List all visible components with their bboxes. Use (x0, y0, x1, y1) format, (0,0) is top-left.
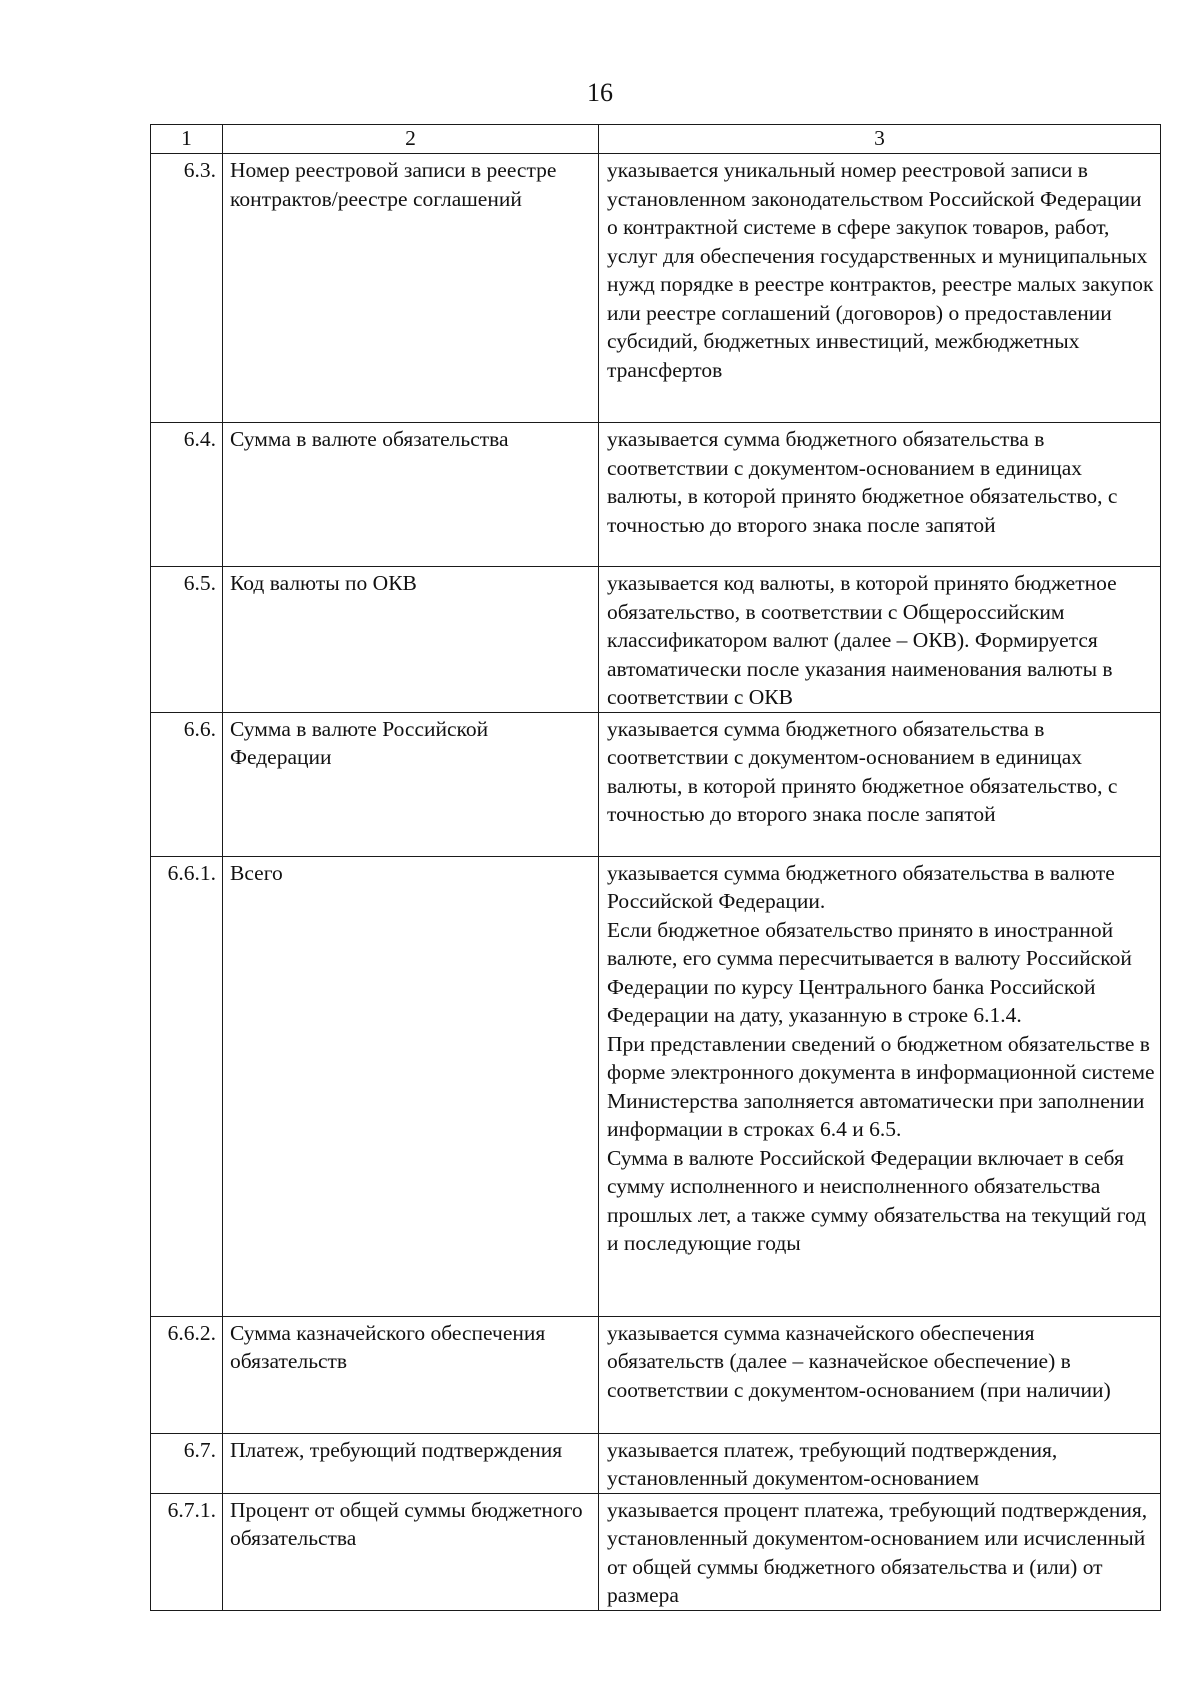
header-cell-col2: 2 (223, 125, 599, 154)
header-cell-col3: 3 (599, 125, 1161, 154)
description-paragraph: Если бюджетное обязательство принято в иностранной валюте, его сумма пересчитывается в валюту Российской Федерации по курсу Центрального банка Российской Федерации на дату, указанную в строке 6.1.4. (607, 917, 1132, 1027)
description-paragraph: указывается сумма бюджетного обязательства в соответствии с документом-основанием в единицах валюты, в которой принято бюджетное обязательство, с точностью до второго знака после запятой (607, 716, 1118, 826)
description-paragraph: указывается процент платежа, требующий подтверждения, установленный документом-основанием или исчисленный от общей суммы бюджетного обязательства и (или) от размера (607, 1497, 1148, 1607)
table-row (151, 1493, 1161, 1610)
field-description (599, 1493, 1161, 1610)
table-row (151, 423, 1161, 567)
row-number: 6.4. (151, 423, 223, 567)
field-description (599, 423, 1161, 567)
table-row (151, 567, 1161, 713)
field-name: Сумма в валюте Российской Федерации (223, 712, 599, 856)
row-number: 6.7.1. (151, 1493, 223, 1610)
table-row (151, 856, 1161, 1316)
requirements-table (150, 124, 1161, 1611)
field-name: Платеж, требующий подтверждения (223, 1433, 599, 1493)
field-name: Сумма в валюте обязательства (223, 423, 599, 567)
field-description (599, 1316, 1161, 1433)
table-row (151, 1316, 1161, 1433)
description-paragraph: Сумма в валюте Российской Федерации включает в себя сумму исполненного и неисполненного обязательства прошлых лет, а также сумму обязательства на текущий год и последующие годы (607, 1145, 1147, 1255)
description-paragraph: указывается сумма бюджетного обязательства в соответствии с документом-основанием в единицах валюты, в которой принято бюджетное обязательство, с точностью до второго знака после запятой (607, 427, 1118, 537)
row-number: 6.5. (151, 567, 223, 713)
field-description (599, 154, 1161, 423)
row-number: 6.6.2. (151, 1316, 223, 1433)
field-description (599, 856, 1161, 1316)
table-header-row (151, 125, 1161, 154)
field-description (599, 712, 1161, 856)
description-paragraph: указывается сумма казначейского обеспечения обязательств (далее – казначейское обеспечение) в соответствии с документом-основанием (при наличии) (607, 1320, 1111, 1402)
field-name: Процент от общей суммы бюджетного обязательства (223, 1493, 599, 1610)
field-name: Код валюты по ОКВ (223, 567, 599, 713)
description-paragraph: указывается уникальный номер реестровой записи в установленном законодательством Российской Федерации о контрактной системе в сфере закупок товаров, работ, услуг для обеспечения государственных и муниципальных нужд порядке в реестре контрактов, реестре малых закупок или реестре соглашений (договоров) о предоставлении субсидий, бюджетных инвестиций, межбюджетных трансфертов (607, 158, 1154, 382)
description-paragraph: При представлении сведений о бюджетном обязательстве в форме электронного документа в информационной системе Министерства заполняется автоматически при заполнении информации в строках 6.4 и 6.5. (607, 1031, 1155, 1141)
field-name: Номер реестровой записи в реестре контрактов/реестре соглашений (223, 154, 599, 423)
field-name: Всего (223, 856, 599, 1316)
table-row (151, 154, 1161, 423)
row-number: 6.3. (151, 154, 223, 423)
field-description (599, 567, 1161, 713)
table-row (151, 712, 1161, 856)
header-cell-col1: 1 (151, 125, 223, 154)
row-number: 6.7. (151, 1433, 223, 1493)
field-name: Сумма казначейского обеспечения обязательств (223, 1316, 599, 1433)
row-number: 6.6. (151, 712, 223, 856)
table-row (151, 1433, 1161, 1493)
description-paragraph: указывается сумма бюджетного обязательства в валюте Российской Федерации. (607, 860, 1115, 913)
field-description (599, 1433, 1161, 1493)
page-number: 16 (587, 78, 613, 107)
description-paragraph: указывается платеж, требующий подтверждения, установленный документом-основанием (607, 1437, 1058, 1490)
description-paragraph: указывается код валюты, в которой принято бюджетное обязательство, в соответствии с Общероссийским классификатором валют (далее – ОКВ). Формируется автоматически после указания наименования валюты в соответствии с ОКВ (607, 571, 1117, 709)
row-number: 6.6.1. (151, 856, 223, 1316)
